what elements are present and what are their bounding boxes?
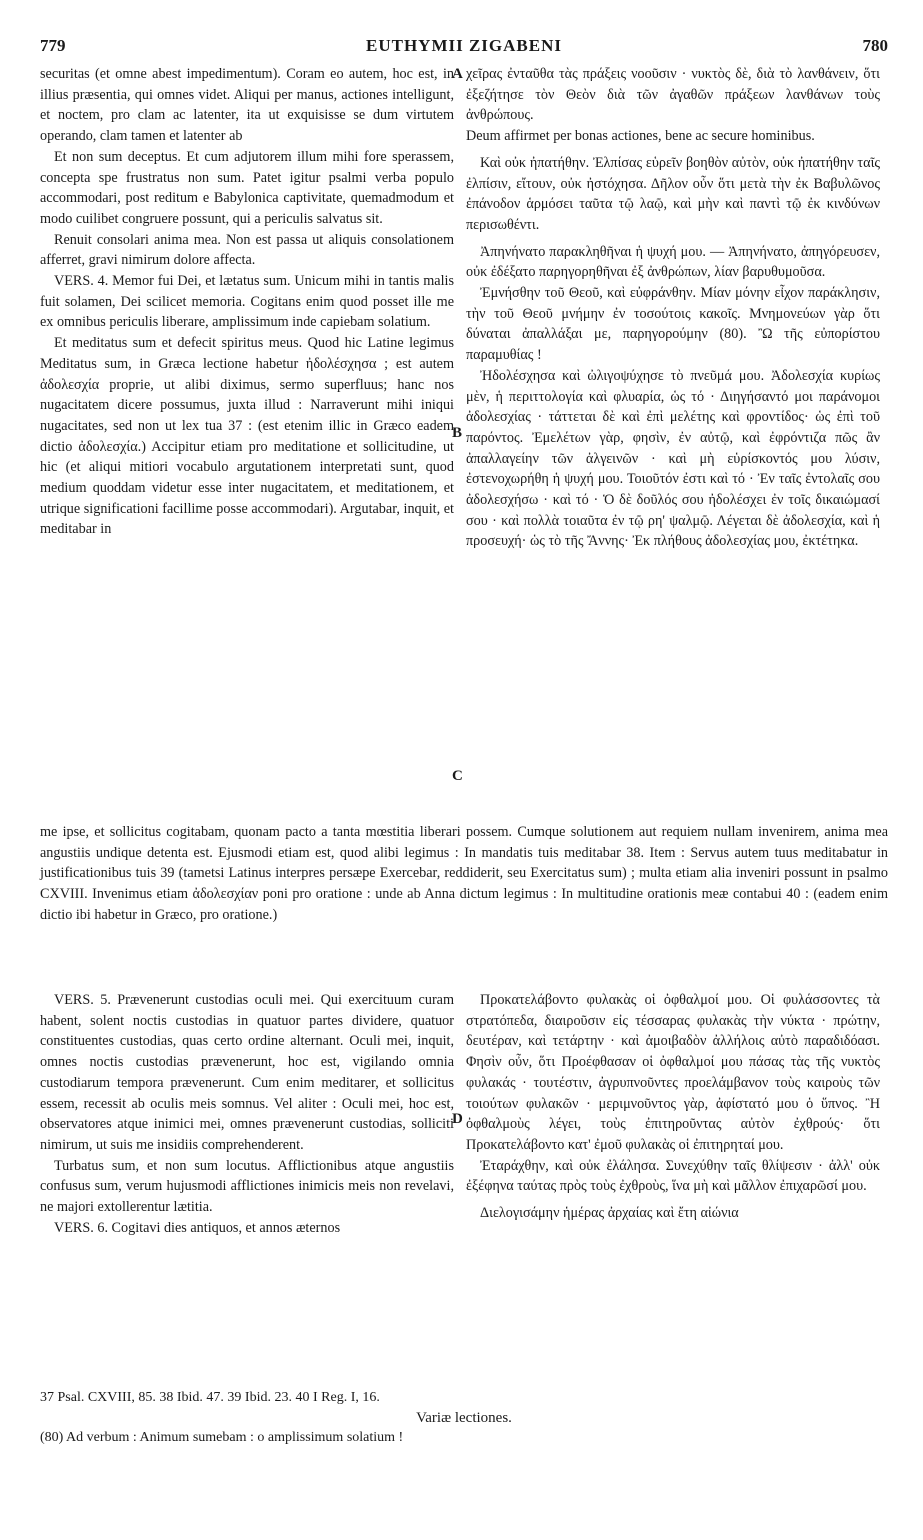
- latin-paragraph: VERS. 4. Memor fui Dei, et lætatus sum. Unicum mihi in tantis malis fuit solamen, Dei scilicet memoria. Cogitans enim quod posset ille me ex omnibus periculis liberare, amplissimum inde capiebam solatium.: [40, 273, 454, 331]
- greek-paragraph: Ἠδολέσχησα καὶ ὠλιγοψύχησε τὸ πνεῦμά μου. Ἀδολεσχία κυρίως μὲν, ἡ περιττολογία καὶ φλυαρία, ὡς τό · Διηγήσαντό μοι παράνομοι ἀδολεσχίας · τάττεται δὲ καὶ ἐπὶ μελέτης καὶ φροντίδος· ὡς ἐπὶ τοῦ παρόντος. Ἐμελέτων γὰρ, φησὶν, ἐν αὐτῷ, καὶ ἐφρόντιζα πῶς ἂν ἀπαλλαγείην τῶν ἀλγεινῶν · καὶ μὴ εὑρίσκοντός μου λύσιν, ἐστενοχωρήθη ἡ ψυχή μου. Τοιοῦτόν ἐστι καὶ τό · Ἐν ταῖς ἐντολαῖς σου ἀδολεσχήσω · καὶ τό · Ὁ δὲ δοῦλός σου ἠδολέσχει ἐν τοῖς δικαιώμασί σου · καὶ πολλὰ τοιαῦτα ἐν τῷ ρη' ψαλμῷ. Λέγεται δὲ ἀδολεσχία, καὶ ἡ προσευχή· ὡς τὸ τῆς Ἄννης· Ἐκ πλήθους ἀδολεσχίας μου, ἐκτέτηκα.: [466, 367, 880, 550]
- variant-reading-note: (80) Ad verbum : Animum sumebam : o amplissimum solatium !: [40, 1430, 404, 1445]
- margin-letter-b: B: [452, 425, 463, 441]
- page-header: [40, 36, 888, 62]
- greek-paragraph: Καὶ οὐκ ἠπατήθην. Ἐλπίσας εὑρεῖν βοηθὸν αὐτὸν, οὐκ ἠπατήθην ταῖς ἐλπίσιν, εἴτουν, οὐκ ἠστόχησα. Δῆλον οὖν ὅτι μετὰ τὴν ἐκ Βαβυλῶνος ἐπάνοδον ἁρμόσει ταῦτα τῷ λαῷ, καὶ μὴν καὶ παντὶ τῷ ἐκ κινδύνων περισωθέντι.: [466, 154, 880, 233]
- full-width-paragraph: me ipse, et sollicitus cogitabam, quonam pacto a tanta mœstitia liberari possem. Cumque solutionem aut requiem nullam invenirem, anima mea angustiis undique detenta est. Ejusmodi etiam est, quod alibi legimus : In mandatis tuis meditabar 38. Item : Servus autem tuus meditabatur in justificationibus tuis 39 (tametsi Latinus interpres persæpe Exercebar, reddiderit, seu Exercitatus sum) ; multa etiam alia inveniri possunt in psalmo CXVIII. Invenimus etiam ἀδολεσχίαν poni pro oratione : unde ab Anna dictum legimus : In multitudine orationis meæ contabui 40 : (eadem enim dictio ibi habetur in Græco, pro oratione.): [40, 824, 888, 923]
- page-number-right: 780: [862, 36, 888, 55]
- latin-paragraph: Turbatus sum, et non sum locutus. Afflictionibus atque angustiis confusus sum, verum hujusmodi afflictiones inimicis meis non revelavi, ne majori extollerentur lætitia.: [40, 1157, 454, 1216]
- latin-paragraph: VERS. 5. Prævenerunt custodias oculi mei. Qui exercituum curam habent, solent noctis custodias in quatuor partes dividere, quatuor constituentes custodias, quas certo ordine alternant. Oculi mei, inquit, omnes noctis custodias prævenerunt, hoc est, vigilando omnia custodiarum tempora prævenerunt. Cum enim meditarer, et sollicitus essem, recessit ab oculis meis somnus. Vel aliter : Oculi mei, hoc est, observatores atque inimici mei, omnes prævenerunt custodias, solliciti nimirum, ut suis me insidiis comprehenderent.: [40, 992, 454, 1153]
- variae-lectiones-title: Variæ lectiones.: [416, 1410, 512, 1426]
- greek-paragraph: Ἀπηνήνατο παρακληθῆναι ἡ ψυχή μου. — Ἀπηνήνατο, ἀπηγόρευσεν, οὐκ ἐδέξατο παρηγορηθῆναι ἐξ ἀνθρώπων, λίαν βαρυθυμοῦσα.: [466, 243, 880, 281]
- latin-paragraph: Et non sum deceptus. Et cum adjutorem illum mihi fore sperassem, concepta spe frustratus non sum. Patet igitur psalmi verba populo accommodari, post reditum e Babylonica captivitate, quemadmodum et modo cuilibet congruere possunt, qui a periculis salvatus sit.: [40, 148, 454, 227]
- greek-paragraph: Διελογισάμην ἡμέρας ἀρχαίας καὶ ἔτη αἰώνια: [480, 1205, 739, 1222]
- latin-column-upper: [40, 64, 454, 540]
- footnotes-block: [40, 1388, 888, 1448]
- latin-continuation: Deum affirmet per bonas actiones, bene ac secure hominibus.: [466, 128, 815, 145]
- latin-paragraph: VERS. 6. Cogitavi dies antiquos, et annos æternos: [54, 1219, 341, 1236]
- latin-paragraph: securitas (et omne abest impedimentum). Coram eo autem, hoc est, in illius præsentia, qui omnes videt. Aliqui per manus, actiones intelligunt, et noctem, pro clam ac latenter, ita ut exquisisse se dum virtutem operando, clam tamen et latenter ab: [40, 66, 454, 145]
- page-number-left: 779: [40, 36, 66, 55]
- footnote-references: 37 Psal. CXVIII, 85. 38 Ibid. 47. 39 Ibid. 23. 40 I Reg. I, 16.: [40, 1390, 380, 1405]
- latin-paragraph: Et meditatus sum et defecit spiritus meus. Quod hic Latine legimus Meditatus sum, in Græca lectione habetur ἠδολέσχησα ; est autem ἀδολεσχία proprie, ut alibi diximus, sermo superfluus; hanc nos nugacitatem dicere possumus, juxta illud : Narraverunt mihi iniqui nugacitates, sed non ut lex tua 37 : (est etenim illic in Græco eadem dictio ἀδολεσχία.) Accipitur etiam pro meditatione et sollicitudine, ut hic (et aliqui mitiori vocabulo argutationem interpretati sunt, quod medium quoddam videtur esse inter nugacitatem, et meditationem, et utrique significationi facillime posse accommodari). Argutabar, inquit, et meditabar in: [40, 335, 454, 538]
- greek-column-upper: [466, 64, 880, 552]
- latin-paragraph: Renuit consolari anima mea. Non est passa ut aliquis consolationem afferret, gravi nimirum dolore affecta.: [40, 231, 454, 269]
- margin-letter-a: A: [452, 66, 463, 82]
- greek-paragraph: Προκατελάβοντο φυλακὰς οἱ ὀφθαλμοί μου. Οἱ φυλάσσοντες τὰ στρατόπεδα, διαιροῦσιν εἰς τέσσαρας φυλακὰς τὴν νύκτα · πρώτην, δευτέραν, καὶ τετάρτην · καὶ ἀμοιβαδὸν ἀλλήλοις αὐτὸ παραδιδόασι. Φησὶν οὖν, ὅτι Προέφθασαν οἱ ὀφθαλμοί μου πάσας τὰς τῆς νυκτὸς φυλακάς · τουτέστιν, ἀγρυπνοῦντες προελάμβανον τοὺς καιροὺς τῶν τοιούτων φυλακῶν · μεριμνοῦντος γὰρ, ἀφίστατό μου ὁ ὕπνος. Ἢ ὀφθαλμοὺς λέγει, τοὺς ἐπιτηροῦντας αὐτὸν ἐχθρούς· ὅτι Προκατελάβοντο κατ' ἐμοῦ φυλακὰς οἱ ἐπιτηρηταί μου.: [466, 992, 880, 1153]
- running-title: EUTHYMII ZIGABENI: [365, 36, 562, 55]
- margin-letter-d: D: [452, 1111, 463, 1127]
- greek-paragraph: Ἐταράχθην, καὶ οὐκ ἐλάλησα. Συνεχύθην ταῖς θλίψεσιν · ἀλλ' οὐκ ἐξέφηνα ταύτας πρὸς τοὺς ἐχθροὺς, ἵνα μὴ καὶ μᾶλλον ἐπιχαρῶσί μου.: [466, 1157, 880, 1195]
- greek-column-lower: [466, 990, 880, 1224]
- greek-paragraph: χεῖρας ἐνταῦθα τὰς πράξεις νοοῦσιν · νυκτὸς δὲ, διὰ τὸ λανθάνειν, ὅτι ἐξεζήτησε τὸν Θεὸν διὰ τῶν ἀγαθῶν πράξεων λανθάνων τοὺς ἀνθρώπους.: [466, 66, 880, 124]
- greek-paragraph: Ἐμνήσθην τοῦ Θεοῦ, καὶ εὐφράνθην. Μίαν μόνην εἶχον παράκλησιν, τὴν τοῦ Θεοῦ μνήμην ἐν τοσούτοις κακοῖς. Μνημονεύων γὰρ ὅτι δύναται ἀπαλλάξαι με, παρηγορούμην (80). Ὢ τῆς εὐπορίστου παραμυθίας !: [466, 285, 880, 364]
- latin-column-lower: [40, 990, 454, 1238]
- margin-letter-c: C: [452, 768, 463, 784]
